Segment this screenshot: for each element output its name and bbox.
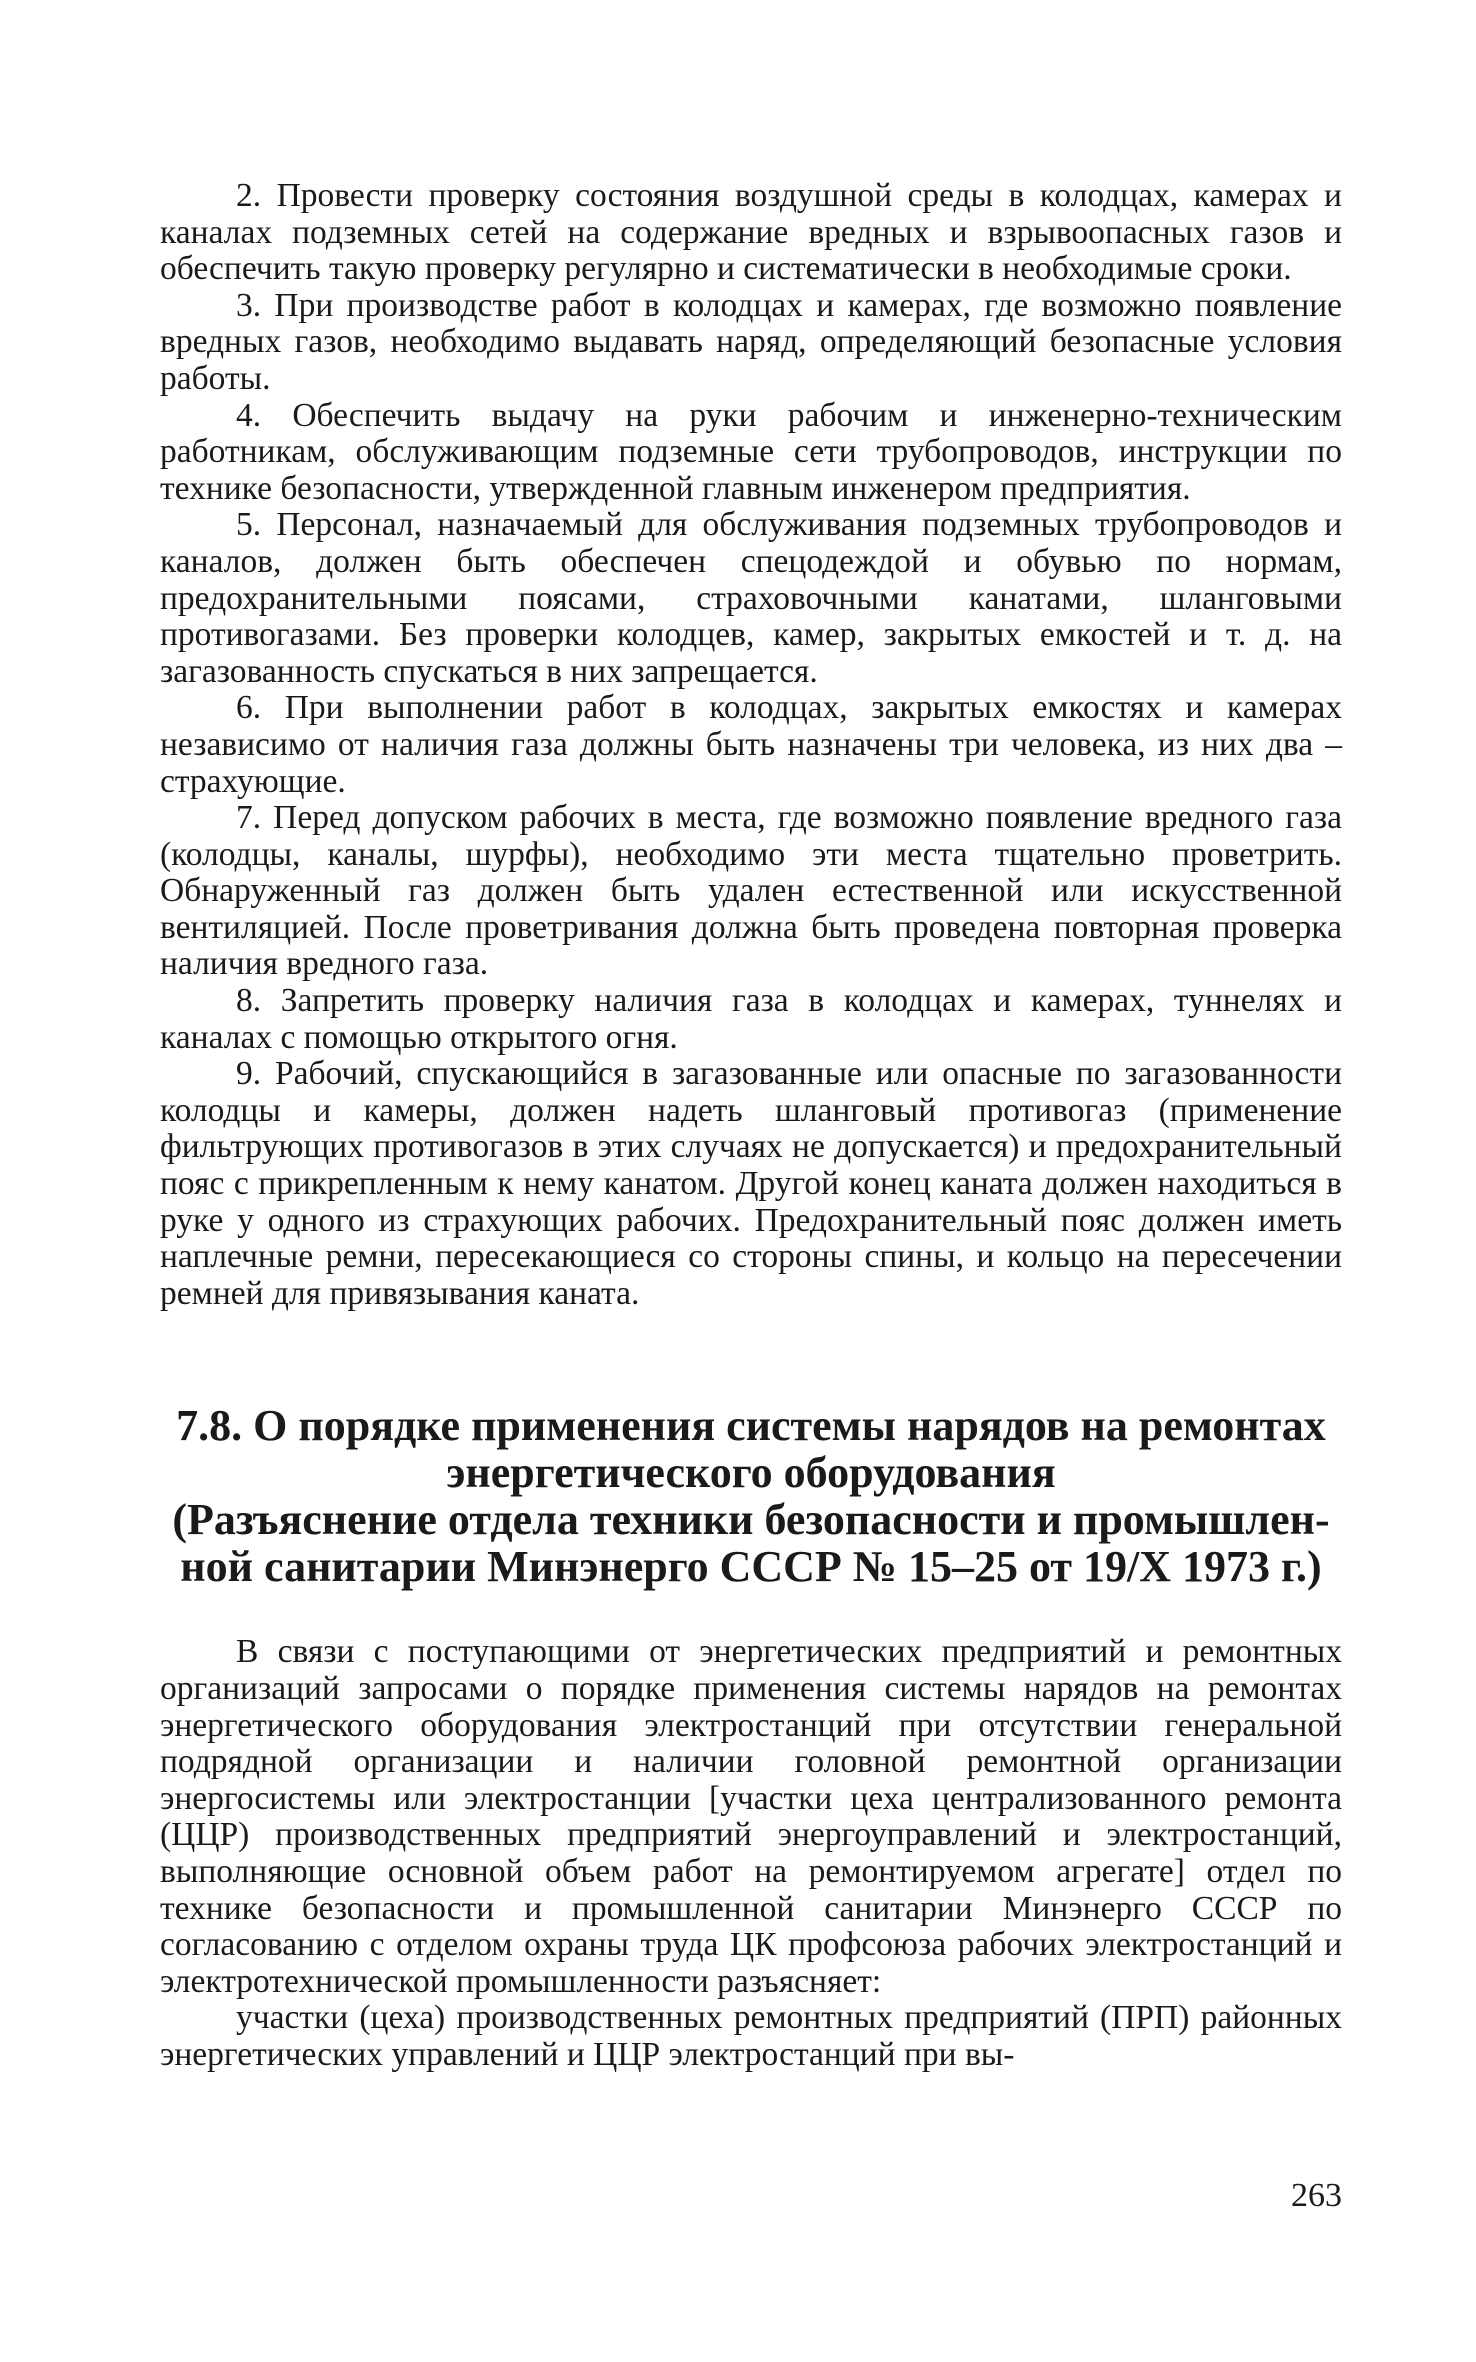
paragraph-6: 6. При выполнении работ в колодцах, закрытых емкостях и камерах независимо от наличия газа должны быть назначены три человека, из них два – страхующие. [160, 689, 1342, 800]
page-body [160, 178, 1342, 2074]
heading-line-3: (Разъяснение отдела техники безопасности и промышлен- [172, 1495, 1330, 1545]
paragraph-3: 3. При производстве работ в колодцах и камерах, где возможно появление вредных газов, необходимо выдавать наряд, определяющий безопасные условия работы. [160, 286, 1342, 397]
heading-line-2: энергетического оборудования [446, 1448, 1056, 1498]
paragraph-5: 5. Персонал, назначаемый для обслуживания подземных трубопроводов и каналов, должен быть обеспечен спецодеждой и обувью по нормам, предохранительными поясами, страховочными канатами, шланговыми противогазами. Без проверки колодцев, камер, закрытых емкостей и т. д. на загазованность спускаться в них запрещается. [160, 506, 1342, 690]
paragraph-7: 7. Перед допуском рабочих в места, где возможно появление вредного газа (колодцы, каналы, шурфы), необходимо эти места тщательно проветрить. Обнаруженный газ должен быть удален естественной или искусственной вентиляцией. После проветривания должна быть проведена повторная проверка наличия вредного газа. [160, 799, 1342, 983]
continuing-paragraph: участки (цеха) производственных ремонтных предприятий (ПРП) районных энергетических управлений и ЦЦР электростанций при вы- [160, 1999, 1342, 2073]
paragraph-4: 4. Обеспечить выдачу на руки рабочим и инженерно-техническим работникам, обслуживающим подземные сети трубопроводов, инструкции по технике безопасности, утвержденной главным инженером предприятия. [160, 396, 1342, 507]
paragraph-8: 8. Запретить проверку наличия газа в колодцах и камерах, туннелях и каналах с помощью открытого огня. [160, 982, 1342, 1056]
heading-line-1: 7.8. О порядке применения системы нарядов на ремонтах [176, 1401, 1326, 1451]
intro-paragraph: В связи с поступающими от энергетических предприятий и ремонтных организаций запросами о порядке применения системы нарядов на ремонтах энергетического оборудования электростанций при отсутствии генеральной подрядной организации и наличии головной ремонтной организации энергосистемы или электростанции [участки цеха централизованного ремонта (ЦЦР) производственных предприятий энергоуправлений и электростанций, выполняющие основной объем работ на ремонтируемом агрегате] отдел по технике безопасности и промышленной санитарии Минэнерго СССР по согласованию с отделом охраны труда ЦК профсоюза рабочих электростанций и электротехнической промышленности разъясняет: [160, 1633, 1342, 2000]
paragraph-2: 2. Провести проверку состояния воздушной среды в колодцах, камерах и каналах подземных сетей на содержание вредных и взрывоопасных газов и обеспечить такую проверку регулярно и систематически в необходимые сроки. [160, 177, 1342, 288]
page-number: 263 [1291, 2177, 1342, 2214]
section-heading [160, 1402, 1342, 1590]
heading-line-4: ной санитарии Минэнерго СССР № 15–25 от 19/X 1973 г.) [180, 1542, 1322, 1592]
paragraph-9: 9. Рабочий, спускающийся в загазованные или опасные по загазованности колодцы и камеры, должен надеть шланговый противогаз (применение фильтрующих противогазов в этих случаях не допускается) и предохранительный пояс с прикрепленным к нему канатом. Другой конец каната должен находиться в руке у одного из страхующих рабочих. Предохранительный пояс должен иметь наплечные ремни, пересекающиеся со стороны спины, и кольцо на пересечении ремней для привязывания каната. [160, 1055, 1342, 1312]
